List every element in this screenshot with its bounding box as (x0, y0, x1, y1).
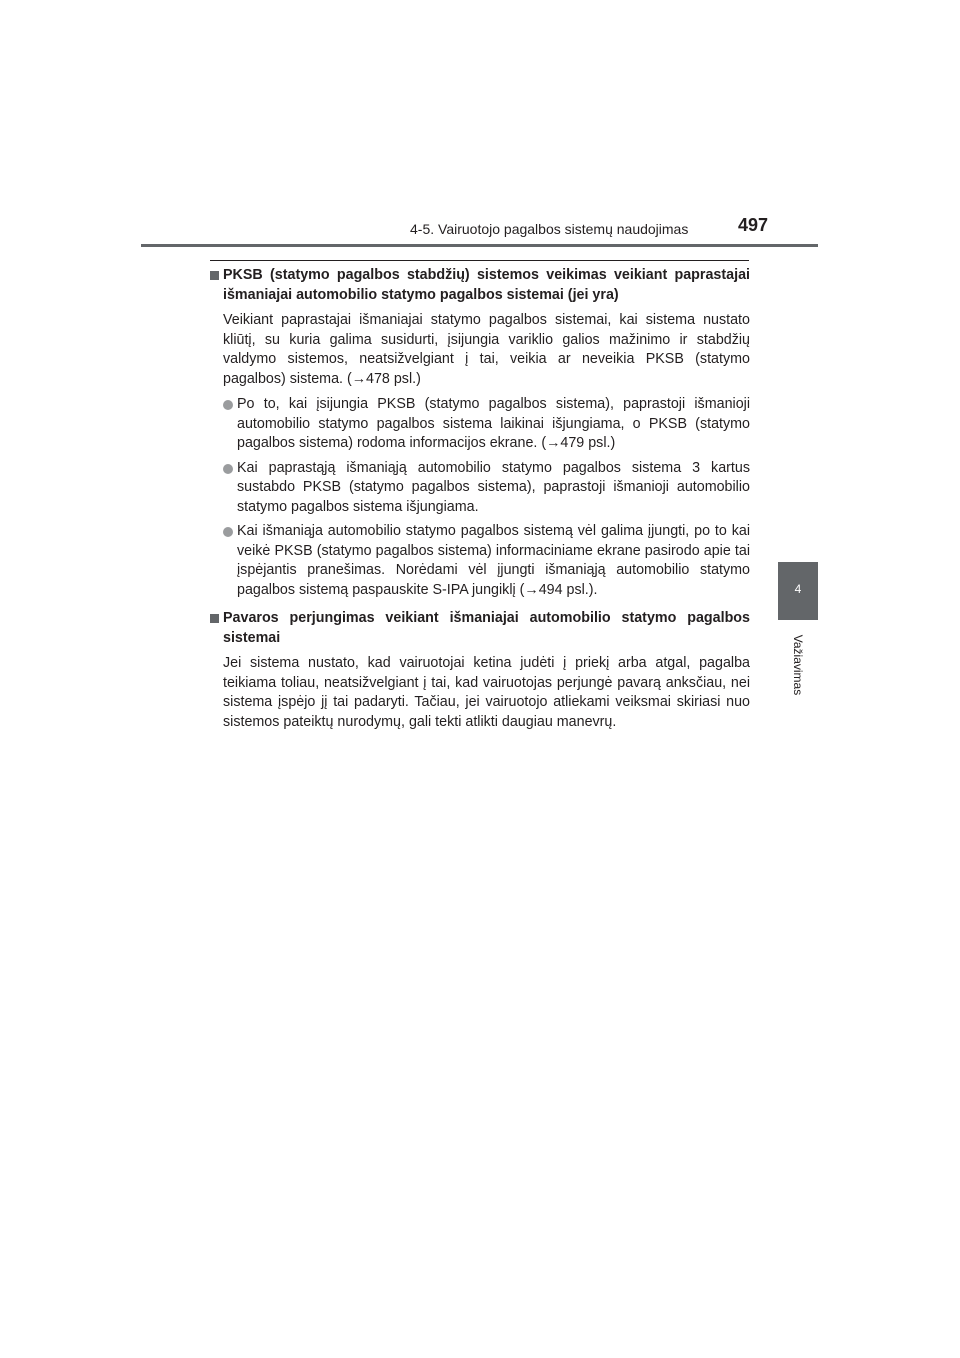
bullet-item (210, 395, 750, 454)
section-paragraph: Jei sistema nustato, kad vairuotojai ketina judėti į priekį arba atgal, pagalba teikiama toliau, neatsižvelgiant į tai, kad vairuotojas perjungė pavarą anksčiau, nei sistema įspėjo jį tai padaryti. Tačiau, jei vairuotojo atliekami veiksmai skiriasi nuo sistemos pateiktų nurodymų, gali tekti atlikti daugiau manevrų. (223, 655, 750, 730)
section-heading (210, 609, 750, 648)
round-bullet-icon (223, 527, 233, 537)
round-bullet-icon (223, 464, 233, 474)
page-content (210, 266, 750, 738)
section-heading-text: PKSB (statymo pagalbos stabdžių) sistemos veikimas veikiant paprastajai išmaniajai automobilio statymo pagalbos sistemai (jei yra) (223, 267, 750, 303)
square-bullet-icon (210, 271, 219, 280)
section-heading-text: Pavaros perjungimas veikiant išmaniajai automobilio statymo pagalbos sistemai (223, 610, 750, 646)
chapter-tab (778, 562, 818, 620)
bullet-text: Kai išmaniąja automobilio statymo pagalbos sistemą vėl galima įjungti, po to kai veikė PKSB (statymo pagalbos sistema) informaciniame ekrane pasirodo apie tai įspėjantis pranešimas. Norėdami vėl įjungti išmaniąją automobilio statymo pagalbos sistemą paspauskite S-IPA jungiklį (→494 psl.). (237, 523, 750, 598)
page-number: 497 (738, 215, 769, 235)
bullet-item (210, 522, 750, 600)
bullet-text: Kai paprastąją išmaniąją automobilio statymo pagalbos sistema 3 kartus sustabdo PKSB (statymo pagalbos sistema), paprastoji išmanioji automobilio statymo pagalbos sistema išjungiama. (237, 459, 750, 515)
header-rule (141, 244, 818, 247)
section-paragraph: Veikiant paprastajai išmaniajai statymo pagalbos sistemai, kai sistema nustato kliūtį, su kuria galima susidurti, įsijungia variklio galios mažinimo ir stabdžių valdymo sistemos, neatsižvelgiant į tai, veikia ar neveikia PKSB (statymo pagalbos) sistema. (→478 psl.) (223, 312, 750, 387)
bullet-text: Po to, kai įsijungia PKSB (statymo pagalbos sistema), paprastoji išmanioji automobilio statymo pagalbos sistema laikinai išjungiama, o PKSB (statymo pagalbos sistema) rodoma informacijos ekrane. (→479 psl.) (237, 396, 750, 451)
square-bullet-icon (210, 614, 219, 623)
bullet-item (210, 459, 750, 518)
running-header-section-title: 4-5. Vairuotojo pagalbos sistemų naudojimas (410, 221, 689, 237)
chapter-number: 4 (794, 582, 802, 596)
chapter-label: Važiavimas (791, 634, 805, 696)
round-bullet-icon (223, 400, 233, 410)
section-divider (210, 260, 749, 261)
section-heading (210, 266, 750, 305)
